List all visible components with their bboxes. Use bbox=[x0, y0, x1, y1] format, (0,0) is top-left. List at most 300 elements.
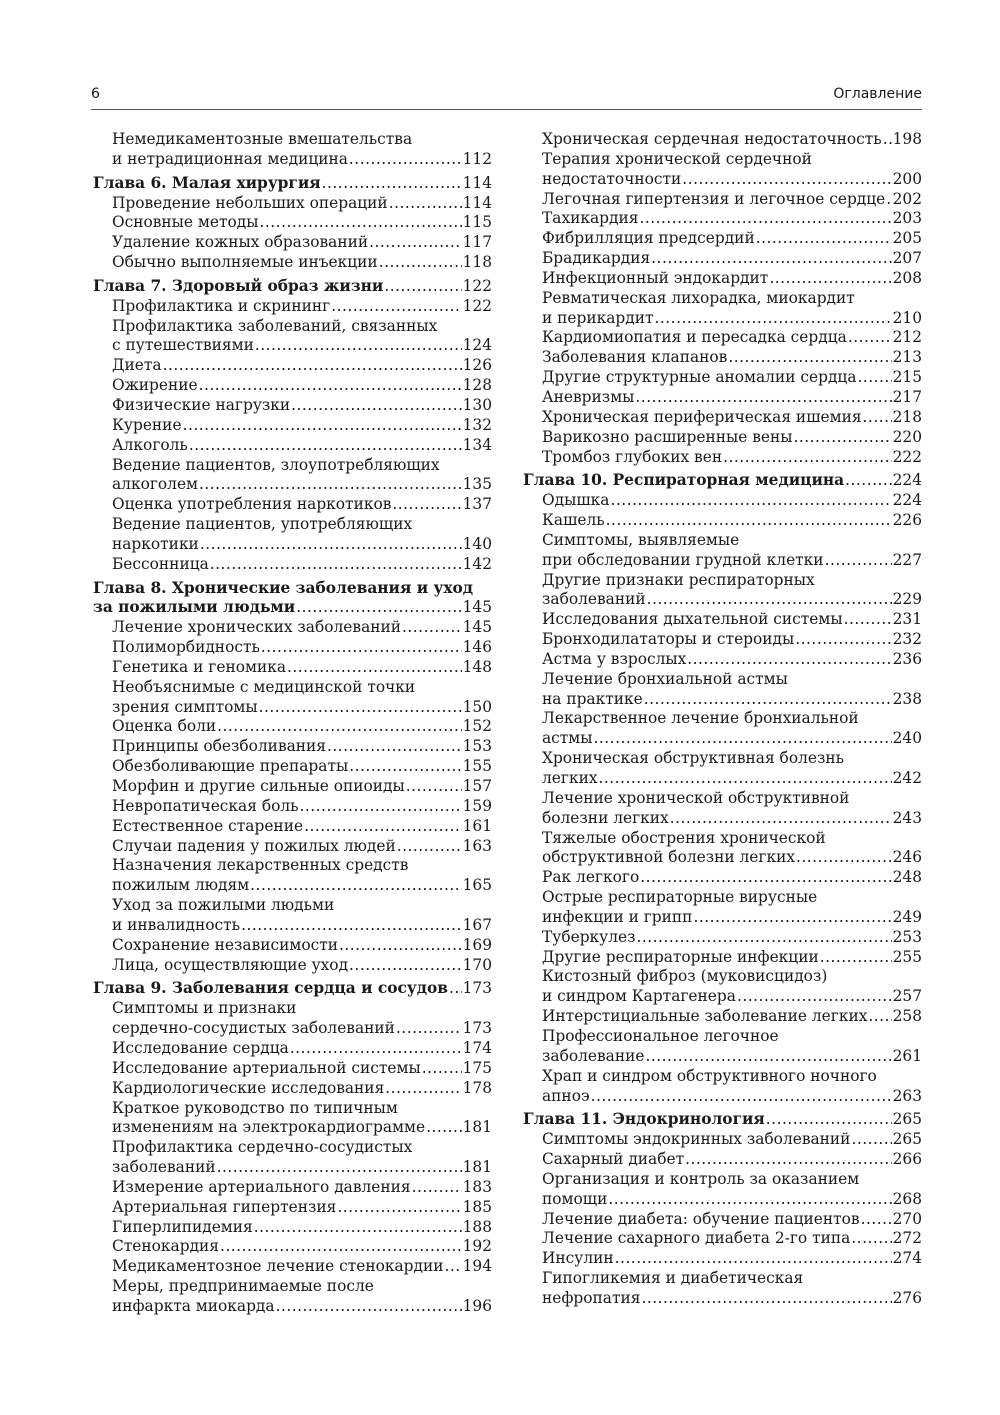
toc-entry bbox=[93, 1138, 492, 1178]
dot-leader bbox=[769, 269, 891, 289]
toc-entry-title-line: Храп и синдром обструктивного ночного bbox=[542, 1066, 877, 1085]
toc-entry-title-line: и инвалидность bbox=[112, 915, 241, 934]
dot-leader bbox=[868, 1007, 891, 1027]
toc-entry bbox=[93, 555, 492, 575]
toc-entry bbox=[93, 396, 492, 416]
toc-entry bbox=[93, 618, 492, 638]
dot-leader bbox=[445, 1257, 462, 1277]
toc-entry-title-line: Основные методы bbox=[112, 213, 259, 232]
dot-leader bbox=[327, 737, 462, 757]
toc-entry-title-line: Тромбоз глубоких вен bbox=[542, 447, 723, 466]
toc-entry-title-line: Другие признаки респираторных bbox=[542, 570, 815, 589]
toc-page-number: 207 bbox=[892, 249, 922, 268]
toc-page-number: 146 bbox=[462, 638, 492, 657]
toc-page-number: 148 bbox=[462, 657, 492, 676]
toc-chapter-entry bbox=[523, 1110, 922, 1130]
dot-leader bbox=[845, 471, 891, 491]
dot-leader bbox=[379, 253, 462, 273]
toc-entry-title-line: Физические нагрузки bbox=[112, 395, 291, 414]
toc-page-number: 265 bbox=[892, 1110, 922, 1129]
toc-entry bbox=[93, 495, 492, 515]
toc-page-number: 257 bbox=[892, 987, 922, 1006]
toc-entry bbox=[93, 777, 492, 797]
toc-page-number: 178 bbox=[462, 1078, 492, 1097]
toc-entry-title-line: Астма у взрослых bbox=[542, 649, 687, 668]
dot-leader bbox=[848, 328, 892, 348]
toc-entry bbox=[93, 1178, 492, 1198]
dot-leader bbox=[369, 233, 461, 253]
toc-entry bbox=[93, 253, 492, 273]
toc-entry bbox=[523, 650, 922, 670]
dot-leader bbox=[863, 408, 892, 428]
toc-entry-title-line: Хроническая обструктивная болезнь bbox=[542, 749, 845, 768]
toc-entry bbox=[93, 356, 492, 376]
toc-entry-title-line: Бронходилататоры и стероиды bbox=[542, 630, 795, 649]
toc-entry-title-line: Лечение диабета: обучение пациентов bbox=[542, 1209, 860, 1228]
toc-page-number: 229 bbox=[892, 590, 922, 609]
toc-page-number: 265 bbox=[892, 1130, 922, 1149]
toc-page-number: 218 bbox=[892, 407, 922, 426]
toc-entry-title-line: Симптомы эндокринных заболеваний bbox=[542, 1130, 851, 1149]
dot-leader bbox=[287, 658, 462, 678]
toc-page-number: 243 bbox=[892, 808, 922, 827]
toc-entry-title-line: Гиперлипидемия bbox=[112, 1217, 253, 1236]
toc-page-number: 140 bbox=[462, 534, 492, 553]
dot-leader bbox=[199, 376, 462, 396]
toc-entry-title-line: Терапия хронической сердечной bbox=[542, 149, 812, 168]
toc-entry bbox=[523, 749, 922, 789]
toc-entry bbox=[523, 709, 922, 749]
toc-entry-title-line: Профессиональное легочное bbox=[542, 1026, 779, 1045]
toc-entry bbox=[523, 130, 922, 150]
toc-entry-title-line: Профилактика сердечно-сосудистых bbox=[112, 1138, 413, 1157]
toc-chapter-entry bbox=[523, 471, 922, 491]
dot-leader bbox=[687, 650, 891, 670]
dot-leader bbox=[385, 1079, 461, 1099]
dot-leader bbox=[260, 213, 462, 233]
toc-entry-title-line: Проведение небольших операций bbox=[112, 193, 388, 212]
toc-page-number: 198 bbox=[892, 130, 922, 148]
toc-entry bbox=[93, 817, 492, 837]
toc-entry bbox=[523, 888, 922, 928]
toc-entry bbox=[93, 1198, 492, 1218]
toc-entry-title-line: Глава 11. Эндокринология bbox=[523, 1110, 765, 1129]
toc-entry-title-line: Принципы обезболивания bbox=[112, 737, 327, 756]
dot-leader bbox=[796, 848, 892, 868]
toc-page-number: 128 bbox=[462, 376, 492, 395]
toc-chapter-entry bbox=[93, 174, 492, 194]
toc-entry bbox=[93, 797, 492, 817]
toc-entry-title-line: Сахарный диабет bbox=[542, 1150, 685, 1169]
toc-entry bbox=[523, 1067, 922, 1107]
toc-entry bbox=[523, 209, 922, 229]
toc-page-number: 122 bbox=[462, 296, 492, 315]
dot-leader bbox=[426, 1118, 462, 1138]
toc-entry-title-line: Профилактика заболеваний, связанных bbox=[112, 316, 438, 335]
toc-entry bbox=[523, 249, 922, 269]
dot-leader bbox=[651, 249, 891, 269]
dot-leader bbox=[851, 1130, 891, 1150]
dot-leader bbox=[610, 491, 891, 511]
toc-entry-title-line: Инсулин bbox=[542, 1249, 614, 1268]
toc-entry bbox=[93, 1099, 492, 1139]
toc-entry-title-line: Сохранение независимости bbox=[112, 935, 338, 954]
toc-entry bbox=[523, 491, 922, 511]
toc-page-number: 173 bbox=[462, 1019, 492, 1038]
toc-entry-title-line: Меры, предпринимаемые после bbox=[112, 1277, 374, 1296]
toc-page-number: 238 bbox=[892, 689, 922, 708]
toc-entry-title-line: с путешествиями bbox=[112, 336, 254, 355]
toc-entry-title-line: Кашель bbox=[542, 511, 605, 530]
dot-leader bbox=[217, 717, 461, 737]
toc-entry-title-line: легких bbox=[542, 769, 598, 787]
toc-page-number: 181 bbox=[462, 1158, 492, 1177]
dot-leader bbox=[858, 368, 892, 388]
toc-entry-title-line: Туберкулез bbox=[542, 927, 636, 946]
toc-entry-title-line: и перикардит bbox=[542, 308, 654, 327]
toc-page-number: 126 bbox=[462, 356, 492, 375]
toc-entry-title-line: Организация и контроль за оказанием bbox=[542, 1169, 860, 1188]
toc-entry bbox=[523, 348, 922, 368]
toc-entry-title-line: Тяжелые обострения хронической bbox=[542, 828, 826, 847]
toc-entry-title-line: Легочная гипертензия и легочное сердце bbox=[542, 189, 886, 208]
toc-entry-title-line: Лица, осуществляющие уход bbox=[112, 955, 349, 974]
dot-leader bbox=[861, 1210, 892, 1230]
dot-leader bbox=[825, 551, 892, 571]
toc-entry-title-line: Естественное старение bbox=[112, 816, 304, 835]
toc-entry bbox=[93, 515, 492, 555]
toc-entry-title-line: заболевание bbox=[542, 1046, 645, 1065]
toc-entry bbox=[93, 999, 492, 1039]
toc-entry bbox=[93, 658, 492, 678]
dot-leader bbox=[682, 170, 891, 190]
toc-entry-title-line: недостаточности bbox=[542, 169, 682, 188]
toc-entry-title-line: Одышка bbox=[542, 491, 610, 510]
dot-leader bbox=[259, 698, 462, 718]
toc-entry-title-line: Назначения лекарственных средств bbox=[112, 856, 409, 875]
dot-leader bbox=[412, 1178, 462, 1198]
toc-page-number: 203 bbox=[892, 209, 922, 228]
dot-leader bbox=[422, 1059, 462, 1079]
dot-leader bbox=[304, 817, 462, 837]
toc-page-number: 210 bbox=[892, 308, 922, 327]
toc-page-number: 224 bbox=[892, 471, 922, 490]
toc-entry bbox=[523, 571, 922, 611]
dot-leader bbox=[276, 1297, 462, 1317]
toc-entry-title-line: за пожилыми людьми bbox=[93, 598, 296, 617]
toc-entry-title-line: Другие респираторные инфекции bbox=[542, 947, 819, 966]
toc-entry bbox=[93, 416, 492, 436]
dot-leader bbox=[337, 1198, 461, 1218]
toc-entry bbox=[93, 737, 492, 757]
toc-entry-title-line: Лекарственное лечение бронхиальной bbox=[542, 709, 859, 728]
toc-entry bbox=[93, 856, 492, 896]
toc-page-number: 155 bbox=[462, 757, 492, 776]
toc-entry-title-line: Обезболивающие препараты bbox=[112, 757, 349, 776]
dot-leader bbox=[723, 448, 892, 468]
toc-page-number: 114 bbox=[462, 193, 492, 212]
toc-entry-title-line: заболеваний bbox=[112, 1158, 216, 1177]
toc-page-number: 202 bbox=[892, 189, 922, 208]
toc-page-number: 137 bbox=[462, 495, 492, 514]
toc-page-number: 163 bbox=[462, 836, 492, 855]
toc-page-number: 213 bbox=[892, 348, 922, 367]
toc-entry-title-line: Бессонница bbox=[112, 554, 209, 573]
toc-entry-title-line: Острые респираторные вирусные bbox=[542, 888, 818, 907]
toc-page-number: 114 bbox=[462, 173, 492, 192]
toc-entry bbox=[523, 388, 922, 408]
toc-entry bbox=[93, 956, 492, 976]
dot-leader bbox=[693, 908, 891, 928]
toc-entry-title-line: Генетика и геномика bbox=[112, 657, 286, 676]
toc-entry bbox=[93, 297, 492, 317]
dot-leader bbox=[794, 428, 892, 448]
toc-entry bbox=[523, 1130, 922, 1150]
page-number: 6 bbox=[91, 86, 100, 102]
toc-page-number: 175 bbox=[462, 1058, 492, 1077]
toc-entry bbox=[93, 456, 492, 496]
toc-entry bbox=[93, 837, 492, 857]
toc-entry bbox=[523, 928, 922, 948]
toc-entry bbox=[93, 717, 492, 737]
toc-page-number: 200 bbox=[892, 169, 922, 188]
toc-page-number: 152 bbox=[462, 717, 492, 736]
dot-leader bbox=[349, 150, 462, 170]
toc-entry-title-line: Кардиологические исследования bbox=[112, 1078, 385, 1097]
toc-entry-title-line: Ревматическая лихорадка, миокардит bbox=[542, 288, 855, 307]
toc-entry-title-line: Глава 7. Здоровый образ жизни bbox=[93, 276, 384, 295]
toc-page-number: 266 bbox=[892, 1150, 922, 1169]
dot-leader bbox=[655, 309, 892, 329]
dot-leader bbox=[737, 987, 892, 1007]
toc-entry-title-line: Уход за пожилыми людьми bbox=[112, 896, 335, 915]
dot-leader bbox=[250, 876, 461, 896]
toc-entry-title-line: Брадикардия bbox=[542, 249, 651, 268]
toc-entry bbox=[523, 1007, 922, 1027]
toc-entry bbox=[523, 789, 922, 829]
toc-entry bbox=[523, 428, 922, 448]
toc-entry-title-line: Невропатическая боль bbox=[112, 796, 299, 815]
toc-entry-title-line: Артериальная гипертензия bbox=[112, 1197, 337, 1216]
toc-page-number: 157 bbox=[462, 777, 492, 795]
toc-entry bbox=[93, 436, 492, 456]
toc-page-number: 194 bbox=[462, 1257, 492, 1276]
toc-chapter-entry bbox=[93, 579, 492, 619]
toc-entry bbox=[523, 368, 922, 388]
toc-page-number: 274 bbox=[892, 1249, 922, 1268]
dot-leader bbox=[392, 495, 461, 515]
toc-page-number: 115 bbox=[462, 213, 492, 232]
toc-entry-title-line: Удаление кожных образований bbox=[112, 233, 369, 252]
toc-page-number: 192 bbox=[462, 1237, 492, 1256]
dot-leader bbox=[844, 610, 892, 630]
dot-leader bbox=[199, 475, 462, 495]
toc-entry-title-line: Краткое руководство по типичным bbox=[112, 1098, 398, 1117]
toc-entry-title-line: Измерение артериального давления bbox=[112, 1177, 411, 1196]
dot-leader bbox=[331, 297, 461, 317]
dot-leader bbox=[640, 868, 891, 888]
dot-leader bbox=[290, 1039, 462, 1059]
toc-entry-title-line: Тахикардия bbox=[542, 209, 639, 228]
toc-entry bbox=[523, 1150, 922, 1170]
toc-entry bbox=[93, 1059, 492, 1079]
dot-leader bbox=[300, 797, 462, 817]
toc-page-number: 222 bbox=[892, 447, 922, 466]
dot-leader bbox=[296, 598, 461, 618]
toc-entry-title-line: Курение bbox=[112, 415, 182, 434]
toc-page-number: 248 bbox=[892, 868, 922, 887]
dot-leader bbox=[606, 511, 892, 531]
toc-entry-title-line: Симптомы и признаки bbox=[112, 999, 297, 1018]
dot-leader bbox=[241, 916, 462, 936]
toc-entry bbox=[523, 511, 922, 531]
dot-leader bbox=[886, 190, 891, 210]
dot-leader bbox=[261, 638, 462, 658]
dot-leader bbox=[397, 837, 462, 857]
dot-leader bbox=[641, 1289, 891, 1309]
dot-leader bbox=[645, 1047, 891, 1067]
dot-leader bbox=[851, 1229, 891, 1249]
toc-page-number: 215 bbox=[892, 368, 922, 387]
toc-entry bbox=[93, 194, 492, 214]
toc-entry bbox=[523, 190, 922, 210]
dot-leader bbox=[599, 769, 892, 789]
toc-entry-title-line: Лечение сахарного диабета 2-го типа bbox=[542, 1229, 851, 1248]
toc-page-number: 205 bbox=[892, 229, 922, 248]
dot-leader bbox=[766, 1110, 892, 1130]
toc-left-column bbox=[93, 130, 492, 1317]
toc-entry-title-line: апноэ bbox=[542, 1086, 590, 1105]
toc-entry bbox=[93, 1039, 492, 1059]
dot-leader bbox=[591, 1087, 892, 1107]
toc-entry-title-line: сердечно-сосудистых заболеваний bbox=[112, 1019, 395, 1038]
dot-leader bbox=[384, 277, 461, 297]
toc-entry-title-line: Оценка употребления наркотиков bbox=[112, 495, 392, 514]
toc-entry-title-line: Полиморбидность bbox=[112, 638, 260, 657]
dot-leader bbox=[189, 436, 462, 456]
toc-page-number: 134 bbox=[462, 435, 492, 454]
toc-page-number: 145 bbox=[462, 598, 492, 617]
toc-page-number: 268 bbox=[892, 1189, 922, 1208]
dot-leader bbox=[685, 1150, 891, 1170]
dot-leader bbox=[608, 1190, 891, 1210]
dot-leader bbox=[637, 928, 892, 948]
toc-page-number: 261 bbox=[892, 1046, 922, 1065]
dot-leader bbox=[635, 388, 891, 408]
toc-entry-title-line: Обычно выполняемые инъекции bbox=[112, 253, 378, 272]
toc-entry bbox=[523, 150, 922, 190]
dot-leader bbox=[396, 1019, 462, 1039]
toc-entry-title-line: Инфекционный эндокардит bbox=[542, 268, 769, 287]
toc-entry bbox=[93, 130, 492, 170]
toc-entry-title-line: Кардиомиопатия и пересадка сердца bbox=[542, 328, 847, 347]
toc-entry-title-line: астмы bbox=[542, 729, 593, 748]
toc-page-number: 196 bbox=[462, 1296, 492, 1315]
toc-entry bbox=[523, 670, 922, 710]
toc-entry-title-line: Морфин и другие сильные опиоиды bbox=[112, 777, 405, 795]
toc-entry-title-line: Глава 10. Респираторная медицина bbox=[523, 471, 845, 490]
toc-entry-title-line: обструктивной болезни легких bbox=[542, 848, 796, 867]
toc-page-number: 122 bbox=[462, 276, 492, 295]
dot-leader bbox=[339, 936, 462, 956]
toc-page-number: 135 bbox=[462, 475, 492, 494]
toc-page-number: 272 bbox=[892, 1229, 922, 1248]
toc-entry-title-line: Случаи падения у пожилых людей bbox=[112, 836, 396, 855]
toc-entry-title-line: Исследование артериальной системы bbox=[112, 1058, 421, 1077]
toc-entry bbox=[93, 1277, 492, 1317]
toc-entry-title-line: Аневризмы bbox=[542, 387, 635, 406]
toc-entry-title-line: Ведение пациентов, употребляющих bbox=[112, 515, 413, 534]
dot-leader bbox=[820, 948, 892, 968]
toc-entry-title-line: Медикаментозное лечение стенокардии bbox=[112, 1257, 444, 1276]
dot-leader bbox=[349, 956, 462, 976]
toc-entry bbox=[523, 328, 922, 348]
toc-entry-title-line: при обследовании грудной клетки bbox=[542, 550, 824, 569]
dot-leader bbox=[183, 416, 462, 436]
toc-page-number: 249 bbox=[892, 907, 922, 926]
dot-leader bbox=[389, 194, 462, 214]
dot-leader bbox=[210, 555, 462, 575]
toc-entry-title-line: зрения симптомы bbox=[112, 697, 258, 716]
toc-entry bbox=[93, 678, 492, 718]
toc-entry-title-line: изменениям на электрокардиограмме bbox=[112, 1118, 426, 1137]
toc-page-number: 170 bbox=[462, 955, 492, 974]
toc-page-number: 276 bbox=[892, 1288, 922, 1307]
toc-page-number: 270 bbox=[892, 1209, 922, 1228]
toc-page-number: 224 bbox=[892, 491, 922, 510]
toc-entry-title-line: инфаркта миокарда bbox=[112, 1296, 275, 1315]
toc-page-number: 246 bbox=[892, 848, 922, 867]
toc-entry-title-line: Лечение бронхиальной астмы bbox=[542, 669, 788, 688]
toc-page-number: 167 bbox=[462, 915, 492, 934]
toc-entry-title-line: Необъяснимые с медицинской точки bbox=[112, 677, 416, 696]
dot-leader bbox=[795, 630, 891, 650]
toc-entry bbox=[523, 1229, 922, 1249]
toc-entry bbox=[93, 376, 492, 396]
toc-entry bbox=[523, 1210, 922, 1230]
toc-page-number: 242 bbox=[892, 769, 922, 787]
toc-chapter-entry bbox=[93, 979, 492, 999]
toc-entry-title-line: Оценка боли bbox=[112, 717, 217, 736]
toc-page-number: 208 bbox=[892, 268, 922, 287]
toc-page-number: 258 bbox=[892, 1007, 922, 1026]
toc-entry bbox=[523, 610, 922, 630]
toc-entry-title-line: Стенокардия bbox=[112, 1237, 220, 1256]
toc-entry-title-line: и нетрадиционная медицина bbox=[112, 149, 348, 168]
toc-page-number: 174 bbox=[462, 1038, 492, 1057]
dot-leader bbox=[217, 1158, 462, 1178]
toc-entry-title-line: Лечение хронической обструктивной bbox=[542, 788, 850, 807]
toc-entry bbox=[523, 1027, 922, 1067]
toc-page-number: 150 bbox=[462, 697, 492, 716]
dot-leader bbox=[615, 1249, 892, 1269]
toc-entry bbox=[523, 1269, 922, 1309]
toc-entry bbox=[523, 408, 922, 428]
dot-leader bbox=[883, 130, 892, 150]
toc-entry-title-line: алкоголем bbox=[112, 475, 199, 494]
dot-leader bbox=[594, 729, 892, 749]
dot-leader bbox=[220, 1237, 462, 1257]
toc-entry bbox=[93, 638, 492, 658]
dot-leader bbox=[644, 690, 892, 710]
toc-entry-title-line: на практике bbox=[542, 689, 643, 708]
toc-entry-title-line: Кистозный фиброз (муковисцидоз) bbox=[542, 967, 828, 986]
toc-page-number: 181 bbox=[462, 1118, 492, 1137]
toc-page-number: 220 bbox=[892, 427, 922, 446]
toc-page-number: 226 bbox=[892, 511, 922, 530]
toc-page-number: 124 bbox=[462, 336, 492, 355]
toc-entry-title-line: пожилым людям bbox=[112, 876, 250, 895]
